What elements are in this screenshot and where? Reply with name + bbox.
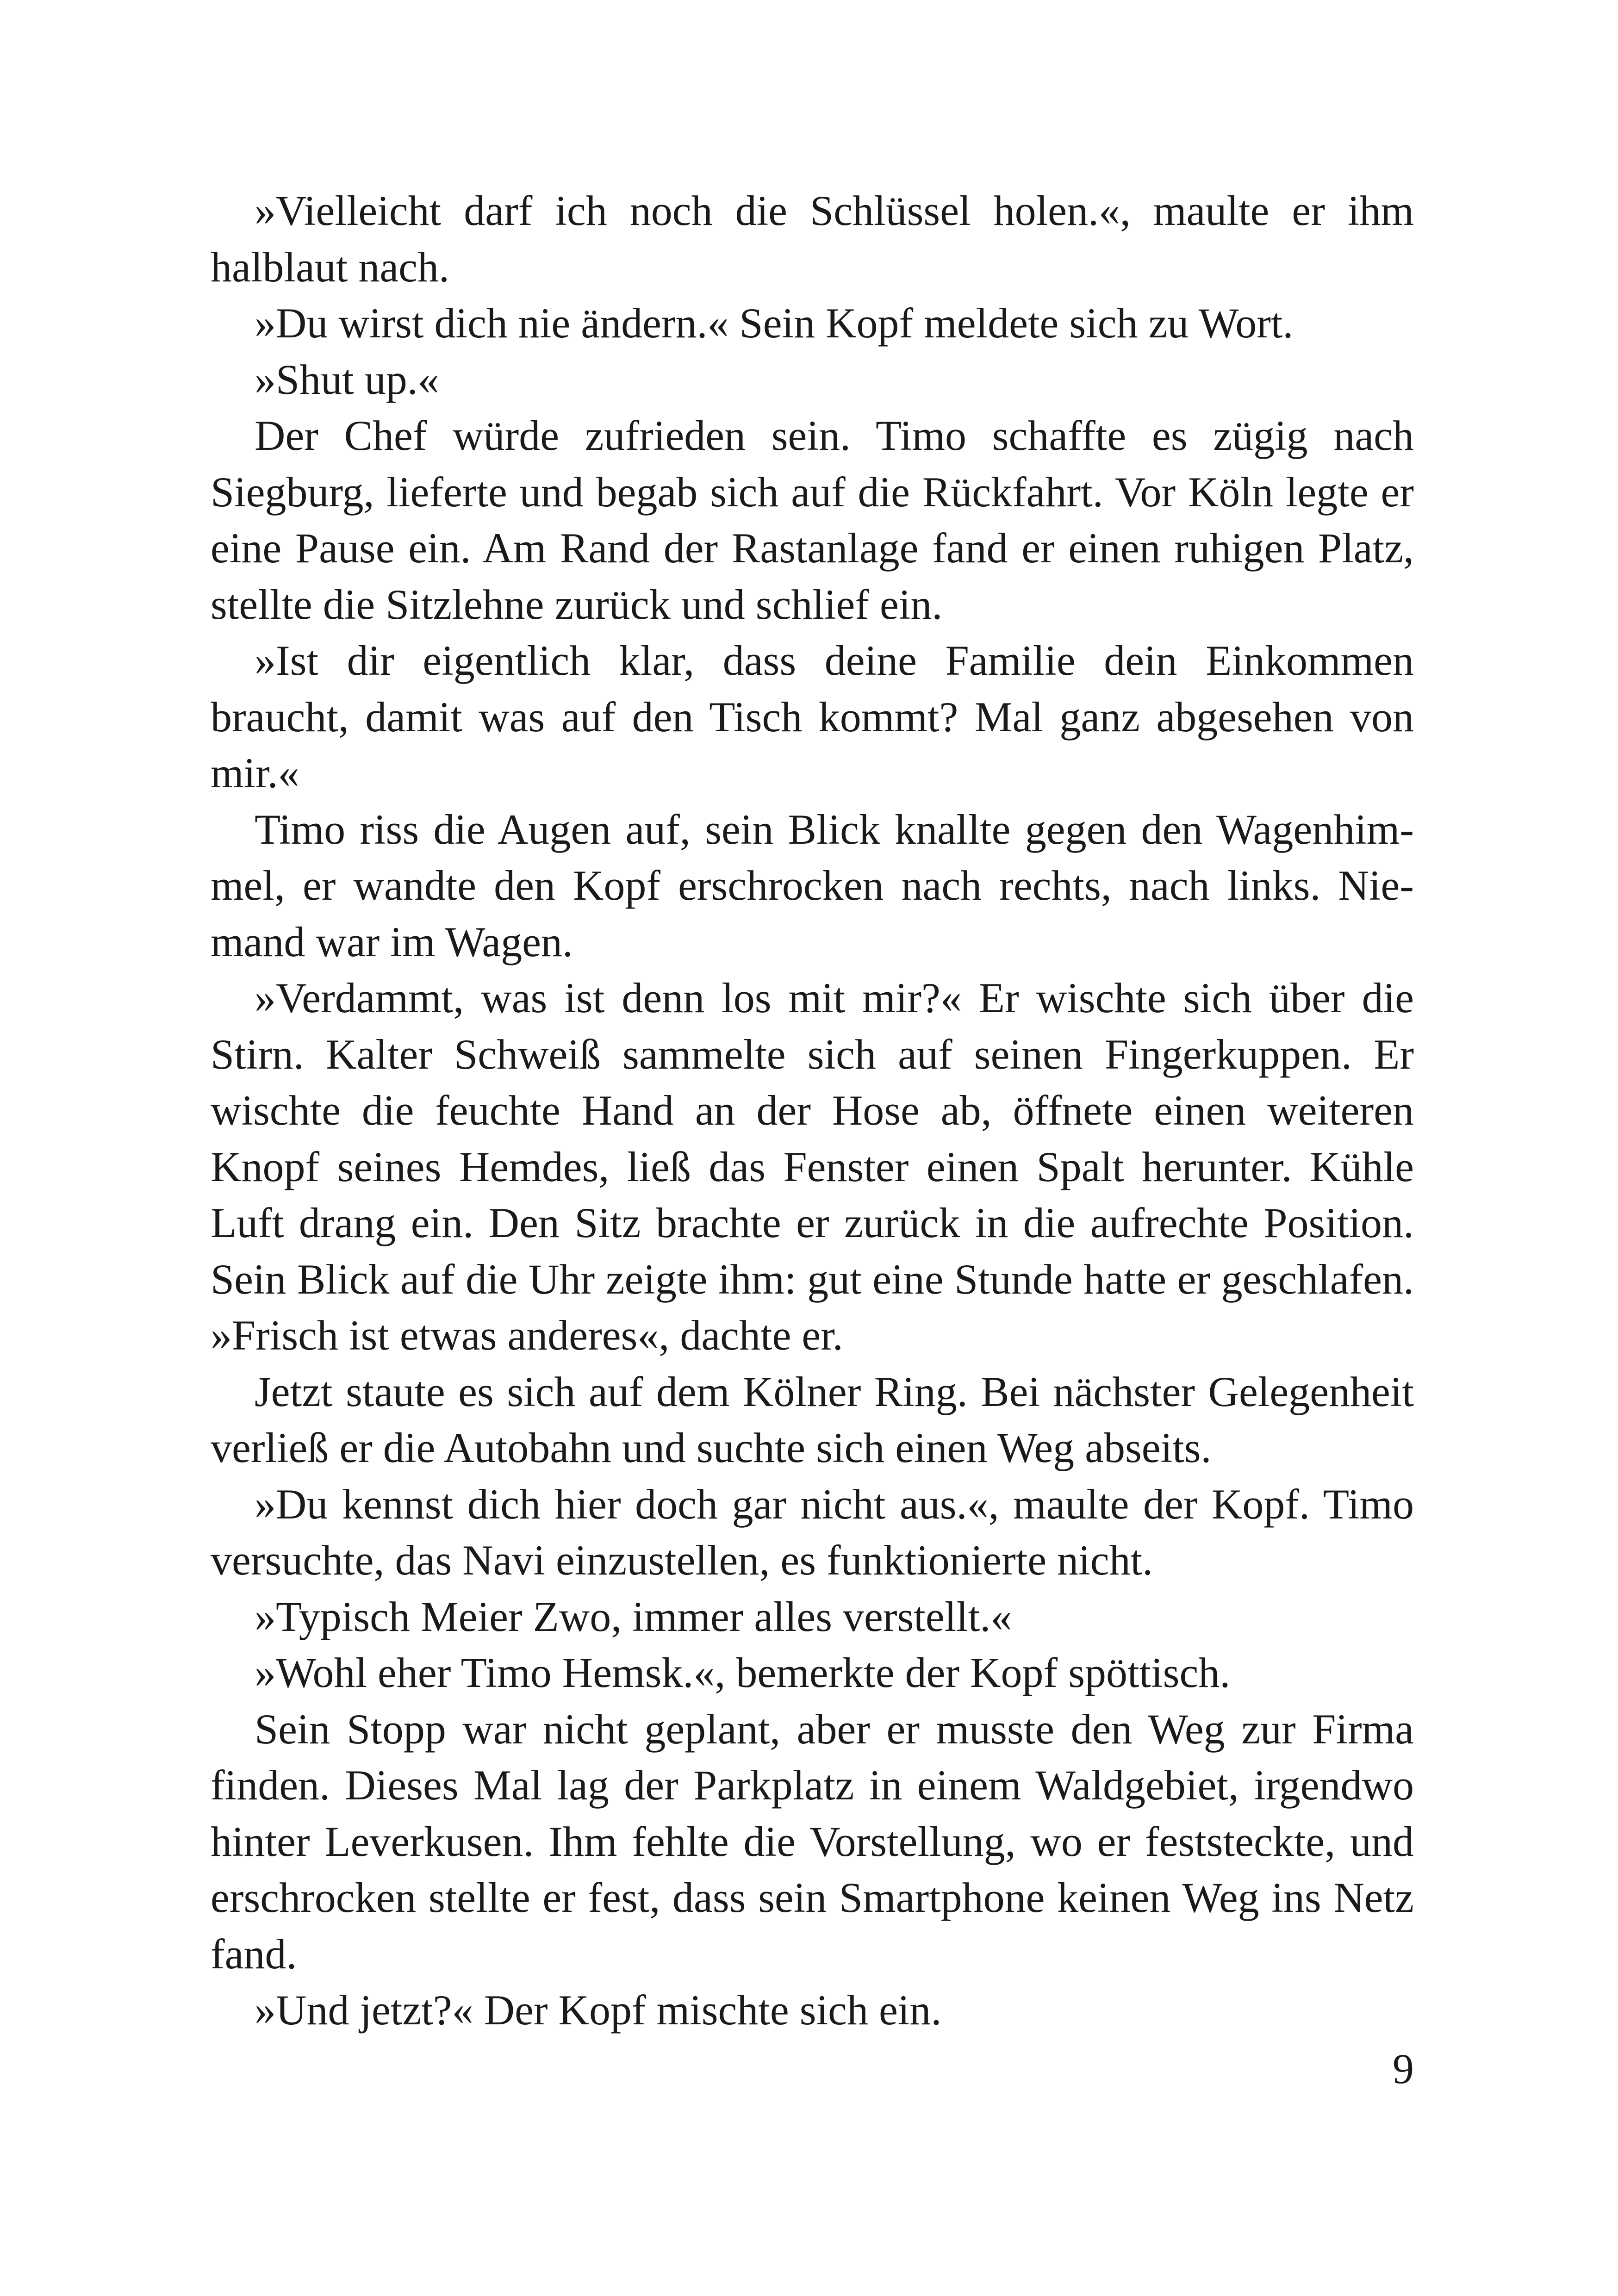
- book-page-body: [211, 183, 1414, 2039]
- paragraph: »Typisch Meier Zwo, immer alles verstellt.«: [255, 1593, 1012, 1640]
- paragraph: »Und jetzt?« Der Kopf mischte sich ein.: [255, 1986, 942, 2034]
- page-number: 9: [1393, 2045, 1414, 2092]
- paragraph: »Du kennst dich hier doch gar nicht aus.«, maulte der Kopf. Timo versuchte, das Navi einzustellen, es funktionierte nicht.: [211, 1480, 1414, 1584]
- paragraph: Timo riss die Augen auf, sein Blick knallte gegen den Wagenhimmel, er wandte den Kopf erschrocken nach rechts, nach links. Niemand war im Wagen.: [211, 805, 1414, 965]
- paragraph: Sein Stopp war nicht geplant, aber er musste den Weg zur Firma finden. Dieses Mal lag der Parkplatz in einem Waldgebiet, irgendwo hinter Leverkusen. Ihm fehlte die Vorstellung, wo er feststeckte, und erschrocken stellte er fest, dass sein Smartphone keinen Weg ins Netz fand.: [211, 1705, 1414, 1978]
- paragraph: »Shut up.«: [255, 355, 439, 403]
- paragraph: »Ist dir eigentlich klar, dass deine Familie dein Einkommen braucht, damit was auf den Tisch kommt? Mal ganz abgesehen von mir.«: [211, 637, 1414, 796]
- paragraph: »Vielleicht darf ich noch die Schlüssel holen.«, maulte er ihm halblaut nach.: [211, 187, 1414, 291]
- paragraph: »Verdammt, was ist denn los mit mir?« Er wischte sich über die Stirn. Kalter Schweiß sammelte sich auf seinen Fingerkuppen. Er wischte die feuchte Hand an der Hose ab, öffnete einen weiteren Knopf seines Hemdes, ließ das Fenster einen Spalt herunter. Kühle Luft drang ein. Den Sitz brachte er zurück in die aufrechte Position. Sein Blick auf die Uhr zeigte ihm: gut eine Stunde hatte er geschlafen. »Frisch ist etwas anderes«, dachte er.: [211, 974, 1414, 1359]
- paragraph: Der Chef würde zufrieden sein. Timo schaffte es zügig nach Siegburg, lieferte und begab sich auf die Rückfahrt. Vor Köln legte er eine Pause ein. Am Rand der Rastanlage fand er einen ruhigen Platz, stellte die Sitzlehne zurück und schlief ein.: [211, 412, 1414, 628]
- paragraph: Jetzt staute es sich auf dem Kölner Ring. Bei nächster Gelegenheit verließ er die Autobahn und suchte sich einen Weg abseits.: [211, 1368, 1414, 1471]
- paragraph: »Wohl eher Timo Hemsk.«, bemerkte der Kopf spöttisch.: [255, 1649, 1231, 1696]
- paragraph: »Du wirst dich nie ändern.« Sein Kopf meldete sich zu Wort.: [255, 299, 1294, 347]
